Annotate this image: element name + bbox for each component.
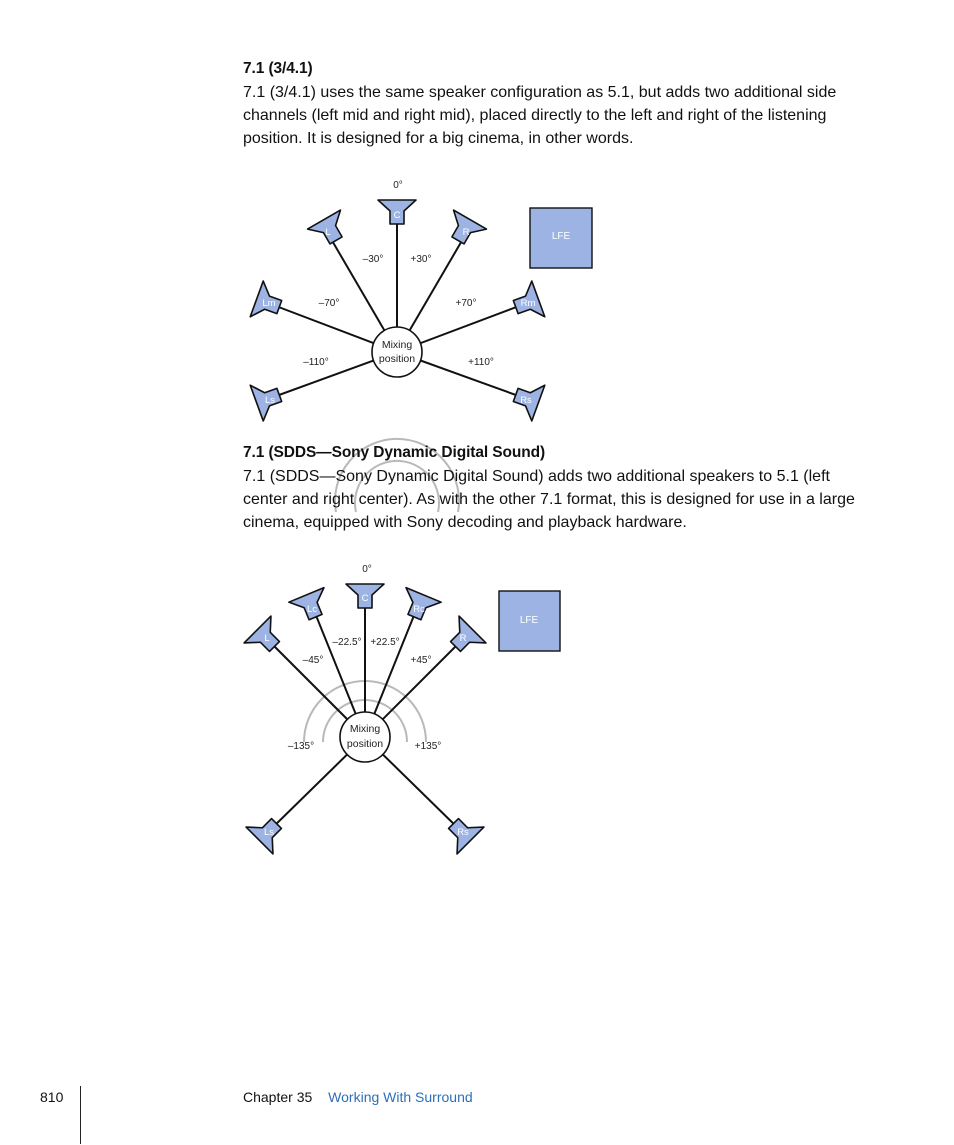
mixing-position-circle xyxy=(340,712,390,762)
speaker-label-rs: Rs xyxy=(520,395,532,406)
angle-label-plus-135: +135° xyxy=(414,741,442,752)
speaker-diagram-7-1-3-4-1 xyxy=(0,160,954,430)
section-heading-7-1-sdds: 7.1 (SDDS—Sony Dynamic Digital Sound) xyxy=(243,444,546,461)
angle-label-0: 0° xyxy=(362,564,372,575)
angle-label-minus-45: –45° xyxy=(302,655,324,666)
angle-label-minus-22-5: –22.5° xyxy=(332,637,362,648)
angle-label-minus-110: –110° xyxy=(303,357,329,368)
chapter-number: Chapter 35 xyxy=(243,1089,313,1105)
chapter-title-link[interactable]: Working With Surround xyxy=(328,1089,473,1105)
speaker-label-r: R xyxy=(462,227,470,238)
footer-chapter xyxy=(243,1089,473,1105)
angle-label-plus-22-5: +22.5° xyxy=(370,637,400,648)
angle-label-plus-70: +70° xyxy=(455,298,477,309)
speaker-label-c: C xyxy=(361,593,369,604)
speaker-label-rs: Rs xyxy=(457,827,469,838)
speaker-label-ls: Ls xyxy=(264,395,276,406)
lfe-label: LFE xyxy=(519,615,539,626)
mixing-position-label-line1: Mixing xyxy=(381,339,413,351)
speaker-diagram-7-1-sdds xyxy=(0,550,954,870)
section-heading-7-1-3-4-1: 7.1 (3/4.1) xyxy=(243,60,313,77)
mixing-position-label-line2: position xyxy=(346,738,384,750)
speaker-label-r: R xyxy=(459,633,467,644)
speaker-label-c: C xyxy=(393,210,401,221)
page-number: 810 xyxy=(40,1089,64,1105)
angle-label-minus-135: –135° xyxy=(287,741,315,752)
angle-label-minus-70: –70° xyxy=(318,298,340,309)
speaker-label-rc: Rc xyxy=(413,604,425,615)
mixing-position-label-line1: Mixing xyxy=(349,723,381,735)
mixing-position-label-line2: position xyxy=(378,353,416,365)
speaker-label-lc: Lc xyxy=(306,604,318,615)
angle-label-plus-45: +45° xyxy=(410,655,432,666)
angle-label-0: 0° xyxy=(393,180,403,191)
section-paragraph-7-1-3-4-1: 7.1 (3/4.1) uses the same speaker configuration as 5.1, but adds two additional side channels (left mid and right mid), placed directly to the left and right of the listening position. It is designed for a big cinema, in other words. xyxy=(243,84,837,147)
footer-divider xyxy=(80,1086,81,1144)
speaker-label-lm: Lm xyxy=(262,298,276,309)
speaker-label-rm: Rm xyxy=(520,298,536,309)
speaker-label-l: L xyxy=(325,227,331,238)
lfe-label: LFE xyxy=(551,231,571,242)
mixing-position-circle xyxy=(372,327,422,377)
speaker-label-l: L xyxy=(264,633,270,644)
angle-label-plus-110: +110° xyxy=(468,357,494,368)
angle-label-plus-30: +30° xyxy=(410,254,432,265)
section-paragraph-7-1-sdds: 7.1 (SDDS—Sony Dynamic Digital Sound) adds two additional speakers to 5.1 (left center and right center). As with the other 7.1 format, this is designed for use in a large cinema, equipped with Sony decoding and playback hardware. xyxy=(243,468,855,531)
angle-label-minus-30: –30° xyxy=(362,254,384,265)
speaker-label-ls: Ls xyxy=(263,827,275,838)
